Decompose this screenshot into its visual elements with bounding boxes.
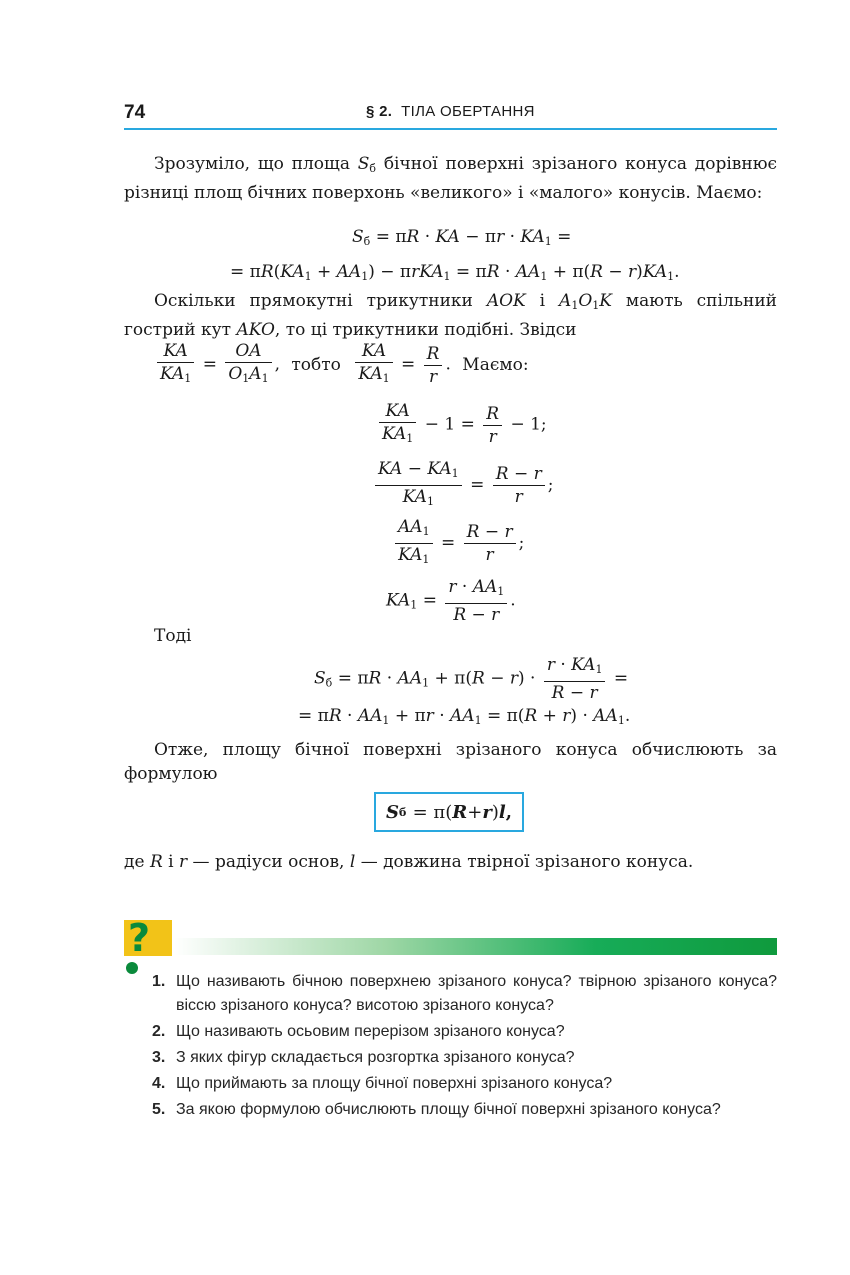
- paragraph-legend: [124, 850, 777, 874]
- math-inline-a1o1k: $A_1O_1K$: [559, 291, 612, 312]
- page-header: [124, 100, 777, 130]
- math-inline-sb: $S_б$: [357, 154, 377, 175]
- equation-proportion: $\frac{KA}{KA_1}$ = $\frac{OA}{O_1A_1}$ , тобто $\frac{KA}{KA_1}$ = $\frac{R}{r}$ . Маємо:: [154, 340, 529, 390]
- text-fragment: — довжина твірної зрізаного конуса.: [360, 852, 694, 872]
- equation-final-2: = $\pi R \cdot AA_1 + \pi r \cdot AA_1 = \pi(R + r) \cdot AA_1$.: [298, 706, 631, 727]
- text-fragment: Маємо:: [462, 354, 529, 375]
- question-text: З яких фігур складається розгортка зрізаного конуса?: [176, 1049, 575, 1066]
- questions-gradient-bar: [174, 938, 777, 955]
- question-number: 4.: [152, 1075, 166, 1092]
- page-number: 74: [124, 102, 146, 123]
- header-rule: [124, 128, 777, 130]
- section-name: ТІЛА ОБЕРТАННЯ: [401, 103, 535, 120]
- question-text: Що приймають за площу бічної поверхні зрізаного конуса?: [176, 1075, 613, 1092]
- equation-final-1: $S_б = \pi R \cdot AA_1 + \pi(R - r)$ · $\frac{r \cdot KA_1}{R - r}$ =: [314, 655, 629, 703]
- math-inline-r: r: [179, 852, 188, 872]
- equation-step-1: $\frac{KA}{KA_1}$ − 1 = $\frac{R}{r}$ − 1;: [376, 400, 547, 450]
- paragraph-similar-triangles: [124, 289, 777, 342]
- question-number: 5.: [152, 1101, 166, 1118]
- question-text: Що називають бічною поверхнею зрізаного конуса? твірною зрізаного конуса? віссю зрізаного конуса? висотою зрізаного конуса?: [176, 973, 777, 1014]
- question-dot-icon: [126, 962, 138, 974]
- text-fragment: де: [124, 852, 145, 872]
- equation-area-2: = $\pi R(KA_1 + AA_1) - \pi rKA_1 = \pi R \cdot AA_1 + \pi(R - r)KA_1$.: [230, 262, 680, 283]
- math-inline-ako: AKO: [236, 320, 275, 340]
- text-fragment: бічної поверхні зрізаного конуса дорівнює різниці площ бічних поверхонь «великого» і «малого» конусів. Маємо:: [124, 154, 778, 203]
- section-title: [366, 103, 535, 120]
- text-fragment: , то ці трикутники подібні. Звідси: [274, 320, 577, 340]
- question-text: За якою формулою обчислюють площу бічної поверхні зрізаного конуса?: [176, 1101, 721, 1118]
- question-mark-icon: ?: [128, 916, 151, 960]
- text-fragment: Зрозуміло, що площа: [154, 154, 350, 174]
- question-item: [152, 970, 777, 1018]
- question-number: 1.: [152, 973, 166, 990]
- paragraph-formula-intro: Отже, площу бічної поверхні зрізаного конуса обчислюють за формулою: [124, 740, 777, 784]
- equation-step-2: $\frac{KA - KA_1}{KA_1}$ = $\frac{R - r}{r}$ ;: [372, 458, 553, 513]
- text-todi: Тоді: [154, 626, 192, 646]
- math-inline-aok: AOK: [486, 291, 526, 311]
- math-inline-l: l: [349, 852, 356, 872]
- equation-area-1: $S_б = \pi R$ · KA − $\pi r \cdot KA_1$ =: [352, 227, 572, 248]
- text-fragment: тобто: [291, 354, 341, 375]
- question-item: [152, 1046, 777, 1070]
- question-item: [152, 1072, 777, 1096]
- text-fragment: і: [539, 291, 546, 311]
- questions-list: [152, 970, 777, 1124]
- text-fragment: — радіуси основ,: [192, 852, 345, 872]
- paragraph-intro: [124, 152, 777, 205]
- question-text: Що називають осьовим перерізом зрізаного конуса?: [176, 1023, 565, 1040]
- text-fragment: і: [168, 852, 174, 872]
- math-inline-R: R: [149, 852, 163, 872]
- section-mark: § 2.: [366, 103, 393, 120]
- text-fragment: Оскільки прямокутні трикутники: [154, 291, 473, 311]
- question-number: 2.: [152, 1023, 166, 1040]
- text-fragment: мають спільний гострий кут: [124, 291, 777, 340]
- question-number: 3.: [152, 1049, 166, 1066]
- boxed-formula: S б = π( R + r ) l ,: [374, 792, 524, 832]
- equation-step-4: $KA_1$ = $\frac{r \cdot AA_1}{R - r}$ .: [386, 577, 516, 625]
- question-item: [152, 1020, 777, 1044]
- equation-step-3: $\frac{AA_1}{KA_1}$ = $\frac{R - r}{r}$ ;: [392, 516, 524, 571]
- question-item: [152, 1098, 777, 1122]
